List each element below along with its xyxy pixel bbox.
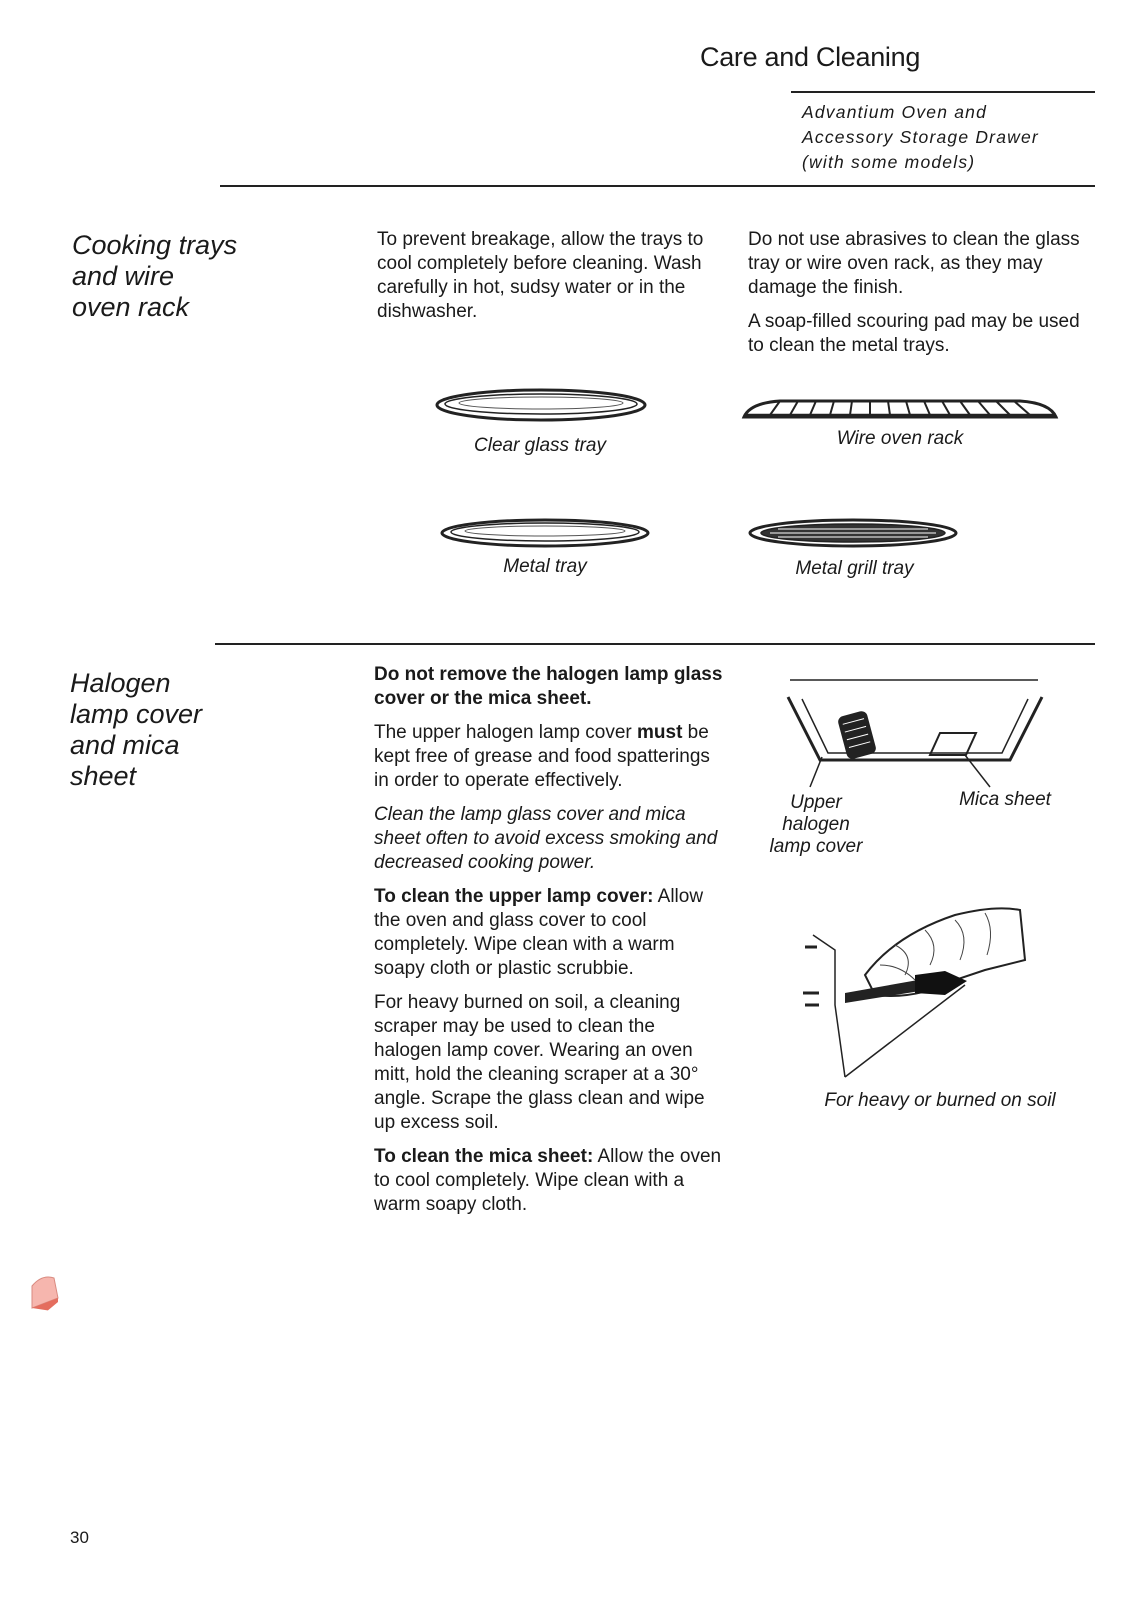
- halogen-paragraph-3: [374, 885, 724, 981]
- header-subtitle: [802, 100, 1102, 175]
- trays-breakage-text: To prevent breakage, allow the trays to cool completely before cleaning. Wash carefully in hot, sudsy water or in the dishwasher.: [377, 229, 704, 322]
- section-title-halogen-lamp: [70, 668, 202, 792]
- label-line: lamp cover: [769, 836, 863, 857]
- header-rule-long: [220, 185, 1095, 187]
- caption-metal-tray: Metal tray: [503, 556, 587, 577]
- trays-column-2: [748, 228, 1100, 368]
- metal-grill-tray-illustration: [748, 518, 958, 548]
- section-title-line: Halogen: [70, 668, 171, 698]
- caption-wire-oven-rack: Wire oven rack: [836, 428, 964, 449]
- section-title-line: sheet: [70, 761, 137, 791]
- section-title-line: and wire: [72, 261, 175, 291]
- label-upper-halogen-lamp-cover: [756, 792, 876, 858]
- halogen-paragraph-2: Clean the lamp glass cover and mica sheet often to avoid excess smoking and decreased cooking power.: [374, 804, 718, 873]
- text-span: Allow the oven and glass cover to cool completely. Wipe clean with a warm soapy cloth or plastic scrubbie.: [374, 886, 704, 979]
- text-span: Allow the oven to cool completely. Wipe clean with a warm soapy cloth.: [374, 1146, 722, 1215]
- text-span: The upper halogen lamp cover: [374, 722, 637, 743]
- pencil-icon: [28, 1268, 62, 1318]
- label-line: halogen: [782, 814, 850, 835]
- section-title-line: and mica: [70, 730, 180, 760]
- caption-clear-glass-tray: Clear glass tray: [474, 435, 606, 456]
- header-rule-short: [791, 91, 1095, 93]
- clear-glass-tray-illustration: [435, 388, 647, 422]
- scraper-illustration: [805, 905, 1035, 1080]
- label-mica-sheet: Mica sheet: [959, 789, 1051, 810]
- trays-abrasives-text: Do not use abrasives to clean the glass tray or wire oven rack, as they may damage the finish.: [748, 229, 1080, 298]
- section-divider: [215, 643, 1095, 645]
- trays-scouring-text: A soap-filled scouring pad may be used to clean the metal trays.: [748, 311, 1080, 356]
- page-number: 30: [70, 1528, 89, 1547]
- wire-oven-rack-illustration: [740, 395, 1060, 421]
- halogen-paragraph-4: For heavy burned on soil, a cleaning scraper may be used to clean the halogen lamp cover. Wearing an oven mitt, hold the cleaning scraper at a 30° angle. Scrape the glass clean and wipe up excess soil.: [374, 992, 705, 1133]
- caption-metal-grill-tray: Metal grill tray: [795, 558, 914, 579]
- subtitle-line: (with some models): [802, 152, 976, 172]
- section-title-line: oven rack: [72, 292, 190, 322]
- subtitle-line: Advantium Oven and: [802, 102, 988, 122]
- trays-column-1: [377, 228, 727, 334]
- text-span: be kept free of grease and food spatterings in order to operate effectively.: [374, 722, 710, 791]
- text-span-bold: To clean the upper lamp cover:: [374, 886, 654, 907]
- section-title-line: lamp cover: [70, 699, 203, 729]
- text-span-bold: must: [637, 722, 683, 743]
- metal-tray-illustration: [440, 518, 650, 548]
- section-title-cooking-trays: [72, 230, 237, 323]
- halogen-paragraph-1: [374, 721, 724, 793]
- halogen-text-column: [374, 663, 724, 1227]
- caption-heavy-soil: For heavy or burned on soil: [824, 1090, 1056, 1111]
- subtitle-line: Accessory Storage Drawer: [802, 127, 1039, 147]
- text-span-bold: To clean the mica sheet:: [374, 1146, 594, 1167]
- lamp-cover-illustration: [780, 675, 1050, 805]
- section-title-line: Cooking trays: [72, 230, 238, 260]
- halogen-paragraph-5: [374, 1145, 724, 1217]
- label-line: Upper: [790, 792, 842, 813]
- page-header-title: Care and Cleaning: [700, 42, 921, 72]
- halogen-warning: Do not remove the halogen lamp glass cover or the mica sheet.: [374, 664, 723, 709]
